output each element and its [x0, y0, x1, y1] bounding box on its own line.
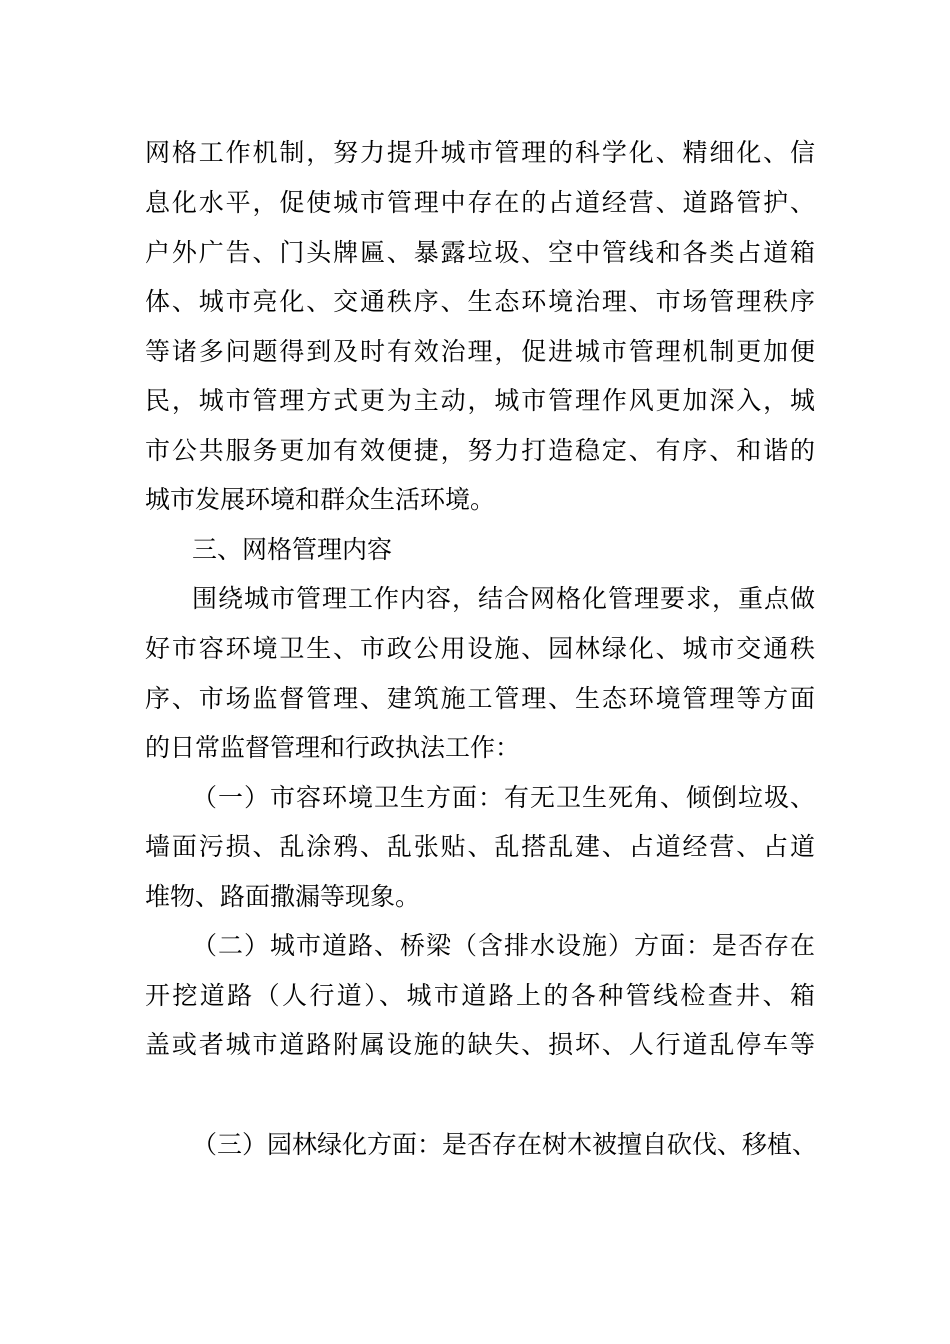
body-text-line: 民，城市管理方式更为主动，城市管理作风更加深入，城: [145, 386, 815, 415]
body-text-line: 城市发展环境和群众生活环境。: [145, 485, 496, 514]
section-heading: 三、网格管理内容: [192, 535, 393, 564]
body-text-line: 息化水平，促使城市管理中存在的占道经营、道路管护、: [145, 188, 815, 217]
body-text-line: 等诸多问题得到及时有效治理，促进城市管理机制更加便: [145, 337, 815, 366]
body-text-line: 围绕城市管理工作内容，结合网格化管理要求，重点做: [192, 584, 815, 613]
body-text-line: 体、城市亮化、交通秩序、生态环境治理、市场管理秩序: [145, 287, 815, 316]
body-text-line: 墙面污损、乱涂鸦、乱张贴、乱搭乱建、占道经营、占道: [145, 832, 815, 861]
body-text-line: 网格工作机制，努力提升城市管理的科学化、精细化、信: [145, 138, 815, 167]
list-item-line: （一）市容环境卫生方面：有无卫生死角、倾倒垃圾、: [192, 783, 815, 812]
body-text-line: 的日常监督管理和行政执法工作：: [145, 733, 521, 762]
body-text-line: 户外广告、门头牌匾、暴露垃圾、空中管线和各类占道箱: [145, 238, 815, 267]
body-text-line: 市公共服务更加有效便捷，努力打造稳定、有序、和谐的: [145, 436, 815, 465]
body-text-line: 开挖道路（人行道）、城市道路上的各种管线检查井、箱: [145, 981, 815, 1010]
body-text-line: 堆物、路面撒漏等现象。: [145, 882, 421, 911]
body-text-line: 盖或者城市道路附属设施的缺失、损坏、人行道乱停车等: [145, 1030, 815, 1059]
body-text-line: 序、市场监督管理、建筑施工管理、生态环境管理等方面: [145, 684, 815, 713]
list-item-line: （二）城市道路、桥梁（含排水设施）方面：是否存在: [192, 931, 815, 960]
body-text-line: 好市容环境卫生、市政公用设施、园林绿化、城市交通秩: [145, 634, 815, 663]
list-item-line: （三）园林绿化方面：是否存在树木被擅自砍伐、移植、: [192, 1130, 818, 1159]
